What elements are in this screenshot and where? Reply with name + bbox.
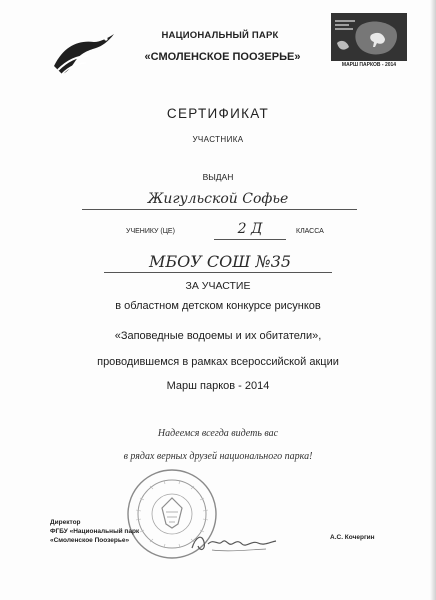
wish-line-1: Надеемся всегда видеть вас bbox=[157, 428, 279, 439]
certificate-subtitle: УЧАСТНИКА bbox=[192, 135, 244, 144]
grade-value: 2 Д bbox=[237, 221, 263, 237]
participation-label: ЗА УЧАСТИЕ bbox=[185, 280, 251, 292]
contest-line-3: проводившемся в рамках всероссийской акции bbox=[97, 356, 339, 368]
director-name: А.С. Кочергин bbox=[330, 534, 375, 541]
poster-caption: МАРШ ПАРКОВ - 2014 bbox=[341, 62, 397, 68]
director-role-line-2: ФГБУ «Национальный парк bbox=[50, 528, 140, 535]
poster-illustration-icon bbox=[331, 13, 407, 61]
director-role bbox=[50, 518, 139, 545]
handwritten-signature-icon bbox=[188, 530, 280, 556]
name-underline bbox=[82, 209, 357, 210]
recipient-name: Жигульской Софье bbox=[147, 191, 289, 207]
park-name: «СМОЛЕНСКОЕ ПООЗЕРЬЕ» bbox=[144, 51, 301, 63]
march-of-parks-poster bbox=[331, 13, 407, 61]
student-label: УЧЕНИКУ (ЦЕ) bbox=[126, 228, 175, 235]
grade-underline bbox=[214, 239, 286, 240]
director-role-line-1: Директор bbox=[50, 519, 81, 526]
class-label: КЛАССА bbox=[296, 228, 324, 235]
park-label: НАЦИОНАЛЬНЫЙ ПАРК bbox=[161, 30, 279, 41]
director-role-line-3: «Смоленское Поозерье» bbox=[50, 537, 130, 544]
contest-line-1: в областном детском конкурсе рисунков bbox=[115, 300, 321, 312]
wish-line-2: в рядах верных друзей национального парка! bbox=[123, 451, 313, 462]
contest-line-4: Марш парков - 2014 bbox=[166, 380, 270, 392]
certificate-title: СЕРТИФИКАТ bbox=[166, 106, 270, 121]
issued-label: ВЫДАН bbox=[202, 172, 234, 182]
park-logo-icon bbox=[48, 30, 118, 76]
page-edge-shadow bbox=[430, 0, 436, 600]
contest-line-2: «Заповедные водоемы и их обитатели», bbox=[114, 330, 322, 342]
school-underline bbox=[104, 272, 332, 273]
school-value: МБОУ СОШ №35 bbox=[148, 252, 292, 271]
